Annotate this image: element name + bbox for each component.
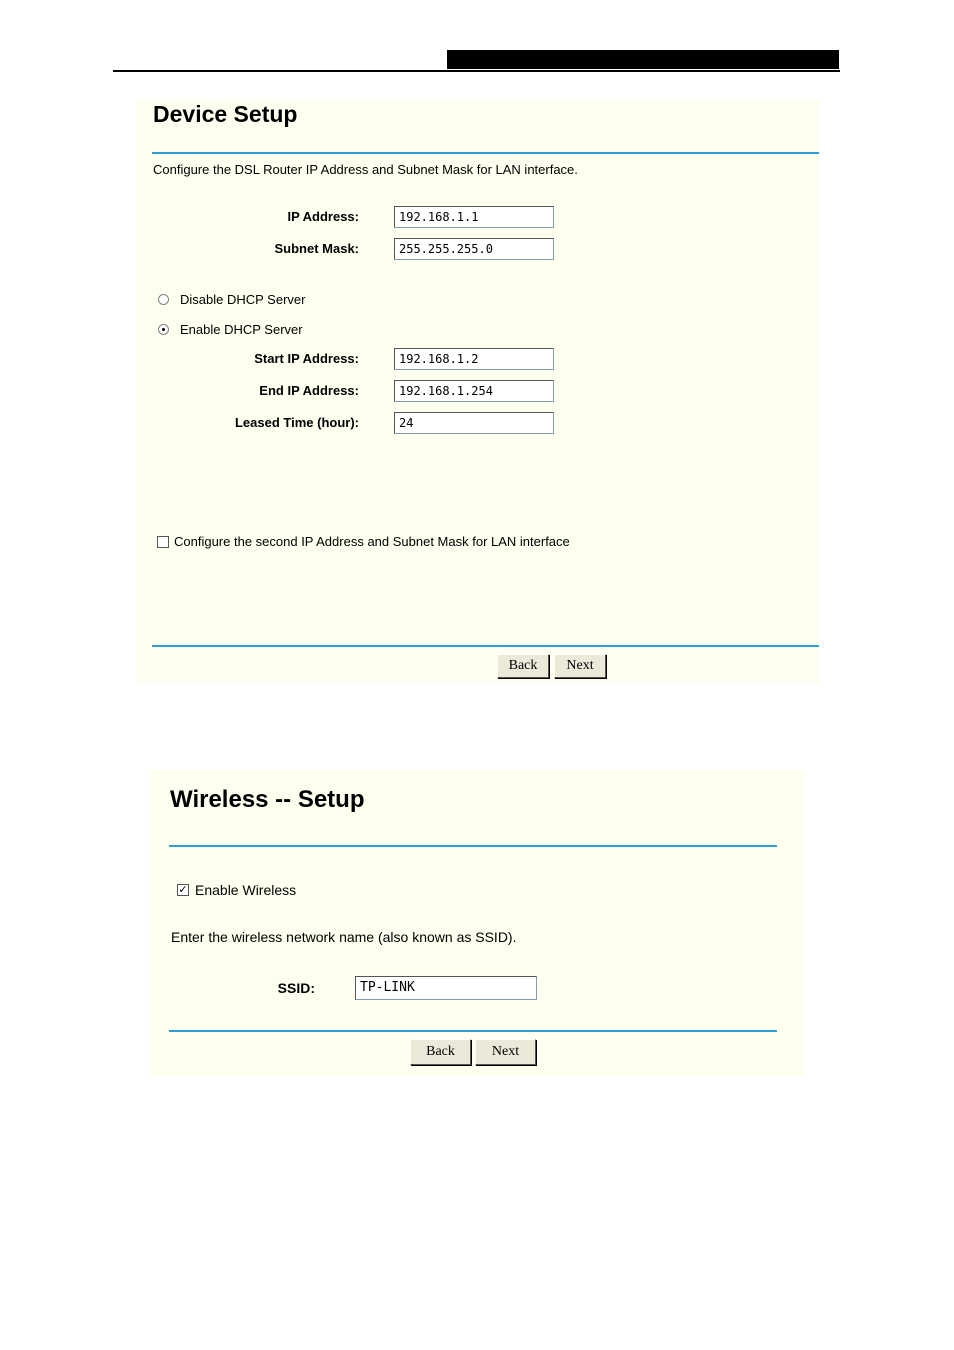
next-button[interactable]: Next (475, 1039, 536, 1065)
enable-wireless-label: Enable Wireless (195, 882, 297, 898)
leased-time-label: Leased Time (hour): (234, 415, 359, 430)
start-ip-label: Start IP Address: (254, 351, 359, 366)
subnet-mask-input[interactable]: 255.255.255.0 (394, 238, 554, 260)
description: Configure the DSL Router IP Address and Subnet Mask for LAN interface. (153, 162, 578, 177)
page-title: Wireless -- Setup (170, 786, 365, 813)
page-title: Device Setup (153, 101, 298, 127)
next-button[interactable]: Next (554, 654, 606, 678)
divider (169, 1030, 777, 1032)
enable-dhcp-label: Enable DHCP Server (180, 322, 303, 337)
header-line (113, 70, 840, 72)
disable-dhcp-radio[interactable] (158, 294, 169, 305)
leased-time-input[interactable]: 24 (394, 412, 554, 434)
end-ip-input[interactable]: 192.168.1.254 (394, 380, 554, 402)
start-ip-input[interactable]: 192.168.1.2 (394, 348, 554, 370)
ssid-prompt: Enter the wireless network name (also known as SSID). (171, 929, 517, 945)
enable-wireless-checkbox[interactable] (177, 884, 189, 896)
second-ip-checkbox[interactable] (157, 536, 169, 548)
end-ip-label: End IP Address: (259, 383, 359, 398)
ssid-input[interactable]: TP-LINK (355, 976, 537, 1000)
ssid-label: SSID: (277, 980, 315, 996)
header-bar (447, 50, 839, 69)
subnet-mask-label: Subnet Mask: (274, 241, 359, 256)
ip-address-label: IP Address: (287, 209, 359, 224)
enable-dhcp-radio[interactable] (158, 324, 169, 335)
wireless-setup-panel (150, 770, 805, 1076)
ip-address-input[interactable]: 192.168.1.1 (394, 206, 554, 228)
back-button[interactable]: Back (410, 1039, 471, 1065)
divider (152, 645, 819, 647)
device-setup-panel (136, 99, 819, 683)
back-button[interactable]: Back (497, 654, 549, 678)
disable-dhcp-label: Disable DHCP Server (180, 292, 306, 307)
second-ip-label: Configure the second IP Address and Subnet Mask for LAN interface (174, 534, 570, 549)
divider (169, 845, 777, 847)
divider (152, 152, 819, 154)
check-icon: ✓ (178, 884, 188, 896)
